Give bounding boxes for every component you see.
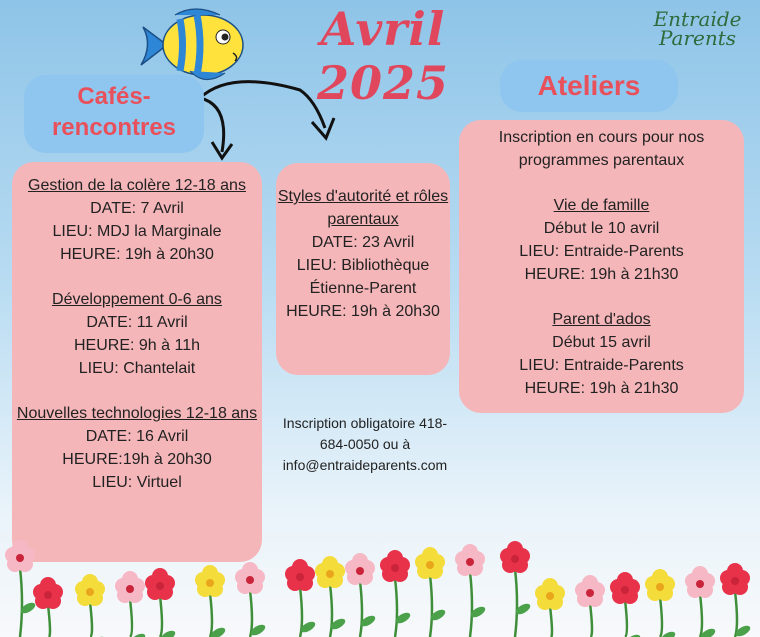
flower-stem: [48, 605, 50, 637]
flower-icon: [115, 571, 145, 603]
flower-icon: [500, 541, 530, 573]
flower-icon: [195, 565, 225, 597]
styles-autorite-card: [276, 163, 450, 375]
flower-icon: [285, 559, 315, 591]
event-location: LIEU: Bibliothèque Étienne-Parent: [296, 257, 430, 297]
ateliers-label: Ateliers: [500, 60, 678, 112]
flower-icon: [610, 572, 640, 604]
flower-stem: [735, 591, 737, 637]
event-location: LIEU: Virtuel: [92, 474, 182, 491]
ateliers-card: [459, 120, 744, 413]
flower-icon: [645, 569, 675, 601]
program-start: Début le 10 avril: [543, 220, 660, 237]
flower-stem: [360, 581, 362, 637]
event-title: Gestion de la colère 12-18 ans: [28, 177, 246, 194]
logo-line-2: Parents: [658, 26, 737, 50]
event-date: DATE: 7 Avril: [90, 200, 184, 217]
event-time: HEURE: 19h à 20h30: [286, 303, 440, 320]
program-title: Parent d'ados: [552, 311, 651, 328]
flower-icon: [33, 577, 63, 609]
page-title: Avril 2025: [316, 2, 450, 110]
program-title: Vie de famille: [553, 197, 650, 214]
logo-line-1: Entraide: [653, 7, 742, 31]
flower-icon: [535, 578, 565, 610]
flower-stem: [395, 578, 397, 637]
flower-stem: [700, 594, 702, 637]
flower-stem: [515, 569, 517, 637]
flower-stem: [20, 568, 22, 637]
event-time: HEURE:19h à 20h30: [62, 451, 212, 468]
flower-icon: [720, 563, 750, 595]
entraide-parents-logo: [640, 7, 755, 50]
cafes-rencontres-label: Cafés-rencontres: [24, 75, 204, 153]
program-time: HEURE: 19h à 21h30: [524, 380, 679, 397]
event-title: Styles d'autorité et rôles parentaux: [277, 188, 449, 228]
flower-stem: [625, 600, 627, 637]
program-location: LIEU: Entraide-Parents: [519, 357, 684, 374]
event-date: DATE: 11 Avril: [86, 314, 188, 331]
flower-icon: [235, 562, 265, 594]
flower-icon: [315, 556, 345, 588]
flower-icon: [455, 544, 485, 576]
flower-stem: [430, 575, 432, 637]
event-location: LIEU: Chantelait: [78, 360, 196, 377]
flower-icon: [685, 566, 715, 598]
flower-stem: [660, 597, 662, 637]
flowers-decoration: [0, 540, 760, 637]
ateliers-intro: Inscription en cours pour nos programmes parentaux: [498, 129, 705, 169]
flower-stem: [160, 596, 162, 637]
flower-icon: [380, 550, 410, 582]
flower-icon: [575, 575, 605, 607]
event-date: DATE: 23 Avril: [311, 234, 415, 251]
flower-icon: [5, 540, 35, 572]
flower-stem: [130, 599, 132, 637]
event-time: HEURE: 9h à 11h: [74, 337, 200, 354]
program-location: LIEU: Entraide-Parents: [519, 243, 684, 260]
flower-stem: [90, 602, 92, 637]
flower-stem: [550, 606, 552, 637]
flower-icon: [145, 568, 175, 600]
event-time: HEURE: 19h à 20h30: [60, 246, 214, 263]
flower-icon: [415, 547, 445, 579]
program-start: Début 15 avril: [552, 334, 651, 351]
inscription-note: Inscription obligatoire 418-684-0050 ou à info@entraideparents.com: [282, 415, 448, 473]
event-title: Développement 0-6 ans: [52, 291, 222, 308]
flower-stem: [470, 572, 472, 637]
cafes-events-card: [12, 162, 262, 562]
event-title: Nouvelles technologies 12-18 ans: [16, 405, 258, 422]
program-time: HEURE: 19h à 21h30: [524, 266, 679, 283]
flower-stem: [210, 593, 212, 637]
flower-stem: [330, 584, 332, 637]
event-location: LIEU: MDJ la Marginale: [52, 223, 222, 240]
flower-stem: [590, 603, 592, 637]
flower-icon: [345, 553, 375, 585]
event-date: DATE: 16 Avril: [85, 428, 189, 445]
flower-stem: [250, 590, 252, 637]
flower-icon: [75, 574, 105, 606]
